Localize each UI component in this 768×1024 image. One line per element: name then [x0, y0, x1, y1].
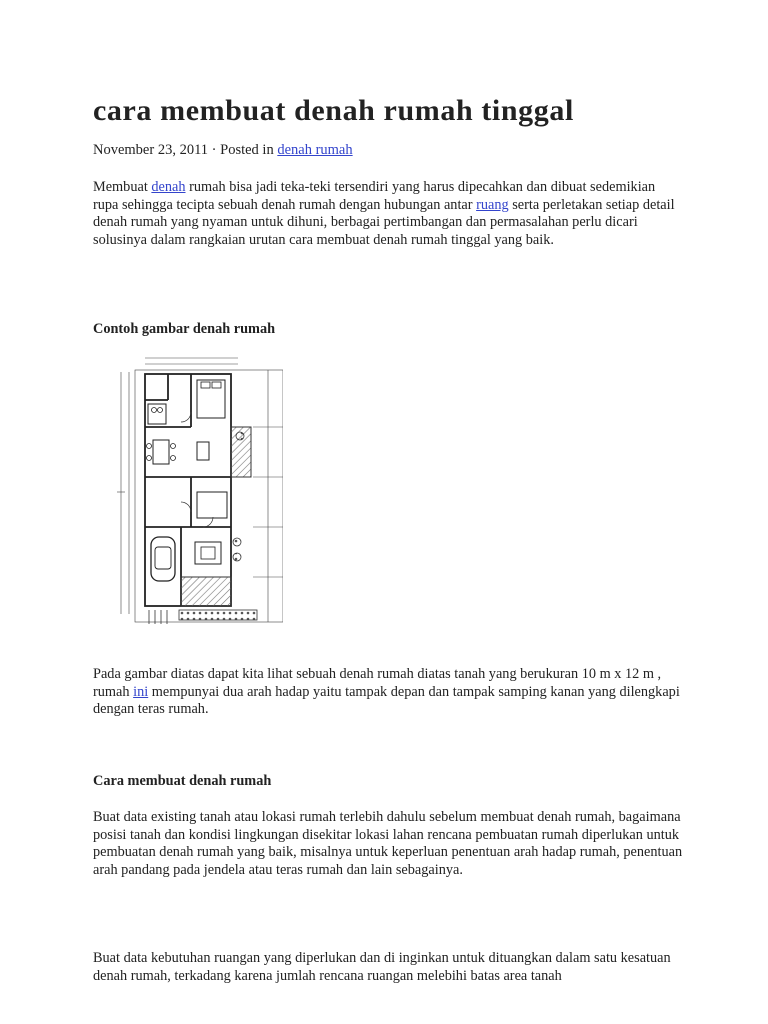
- article-title: cara membuat denah rumah tinggal: [93, 94, 574, 127]
- paragraph-room-requirements: Buat data kebutuhan ruangan yang diperlukan dan di inginkan untuk dituangkan dalam satu kesatuan denah rumah, terkadang karena jumlah rencana ruangan melebihi batas area tanah: [93, 950, 671, 984]
- paragraph2-text-1: Pada gambar diatas dapat kita lihat sebuah denah rumah diatas tanah yang berukuran 10 m x 12 m , rumah: [93, 666, 662, 700]
- intro-text-1: Membuat: [93, 179, 152, 195]
- floor-plan-image: [113, 352, 283, 632]
- denah-link[interactable]: denah: [151, 179, 186, 195]
- paragraph-existing-data: Buat data existing tanah atau lokasi rumah terlebih dahulu sebelum membuat denah rumah, bagaimana posisi tanah dan kondisi lingkungan disekitar lokasi lahan rencana pembuatan rumah diperlukan untuk pembuatan denah rumah yang baik, misalnya untuk keperluan penentuan arah hadap rumah, penentuan arah pandang pada jendela atau teras rumah dan lain sebagainya.: [93, 809, 683, 878]
- post-meta: [93, 142, 353, 159]
- floor-plan-drawing-icon: [113, 352, 283, 632]
- ruang-link[interactable]: ruang: [476, 196, 509, 213]
- intro-text-2: rumah bisa jadi teka-teki tersendiri yang harus dipecahkan dan dibuat sedemikian rupa sehingga tecipta sebuah denah rumah dengan hubungan antar: [93, 179, 656, 213]
- post-date: November 23, 2011: [93, 142, 209, 158]
- section-heading-how-to: Cara membuat denah rumah: [93, 773, 272, 789]
- paragraph-site-description: [93, 666, 683, 719]
- category-link[interactable]: denah rumah: [277, 142, 353, 158]
- ini-link[interactable]: ini: [133, 683, 149, 700]
- section-heading-example: Contoh gambar denah rumah: [93, 321, 276, 337]
- intro-text-3: serta perletakan setiap detail denah rumah yang nyaman untuk dihuni, berbagai pertimbangan dan permasalahan perlu dicari solusinya dalam rangkaian urutan cara membuat denah rumah tinggal yang baik.: [93, 196, 675, 248]
- posted-in-label: · Posted in: [208, 142, 278, 158]
- intro-paragraph: [93, 179, 683, 249]
- paragraph2-text-2: mempunyai dua arah hadap yaitu tampak depan dan tampak samping kanan yang dilengkapi dengan teras rumah.: [93, 683, 680, 718]
